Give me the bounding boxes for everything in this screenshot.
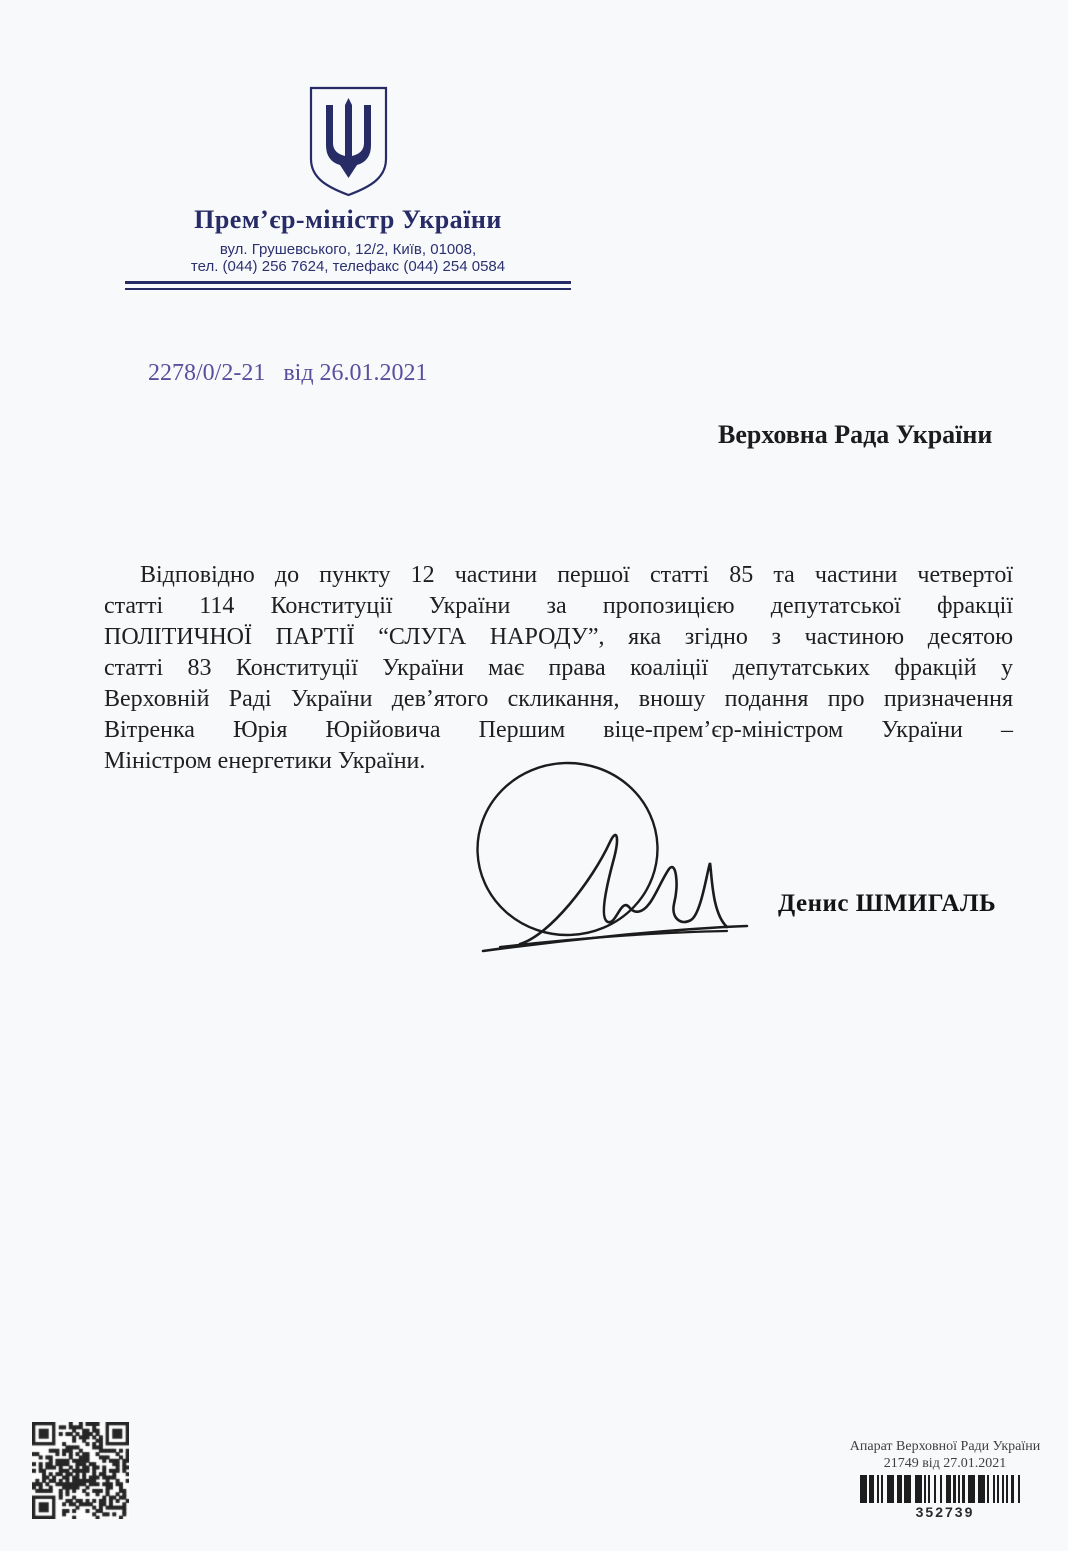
registration-org: Апарат Верховної Ради України — [849, 1439, 1041, 1454]
barcode — [860, 1475, 1030, 1503]
letter-body — [104, 560, 1013, 777]
body-line: ПОЛІТИЧНОЇ ПАРТІЇ “СЛУГА НАРОДУ”, яка згідно з частиною десятою — [104, 624, 1013, 650]
body-line: Міністром енергетики України. — [104, 748, 426, 774]
body-line: Верховній Раді України дев’ятого скликання, вношу подання про призначення — [104, 686, 1013, 712]
letterhead-title: Прем’єр-міністр України — [194, 205, 502, 234]
letterhead — [125, 85, 571, 290]
reference-date: від 26.01.2021 — [283, 360, 428, 386]
qr-code — [32, 1422, 129, 1519]
reference-stamp — [148, 360, 428, 387]
body-line: Відповідно до пункту 12 частини першої статті 85 та частини четвертої — [140, 562, 1013, 588]
body-line: статті 114 Конституції України за пропозицією депутатської фракції — [104, 593, 1013, 619]
letterhead-address-line2: тел. (044) 256 7624, телефакс (044) 254 0584 — [190, 258, 506, 275]
letterhead-divider — [125, 281, 571, 290]
body-line: Вітренка Юрія Юрійовича Першим віце-прем’єр-міністром України – — [104, 717, 1013, 743]
addressee: Верховна Рада України — [718, 420, 993, 449]
trident-emblem-icon — [307, 85, 390, 198]
signature-scribble — [455, 750, 765, 955]
letterhead-address-line1: вул. Грушевського, 12/2, Київ, 01008, — [219, 241, 477, 258]
barcode-number: 352739 — [915, 1504, 975, 1520]
signer-name: Денис ШМИГАЛЬ — [778, 890, 997, 917]
body-line: статті 83 Конституції України має права коаліції депутатських фракцій у — [104, 655, 1013, 681]
reference-number: 2278/0/2-21 — [148, 360, 266, 386]
registration-entry: 21749 від 27.01.2021 — [883, 1456, 1007, 1471]
registration-stamp — [840, 1439, 1050, 1520]
